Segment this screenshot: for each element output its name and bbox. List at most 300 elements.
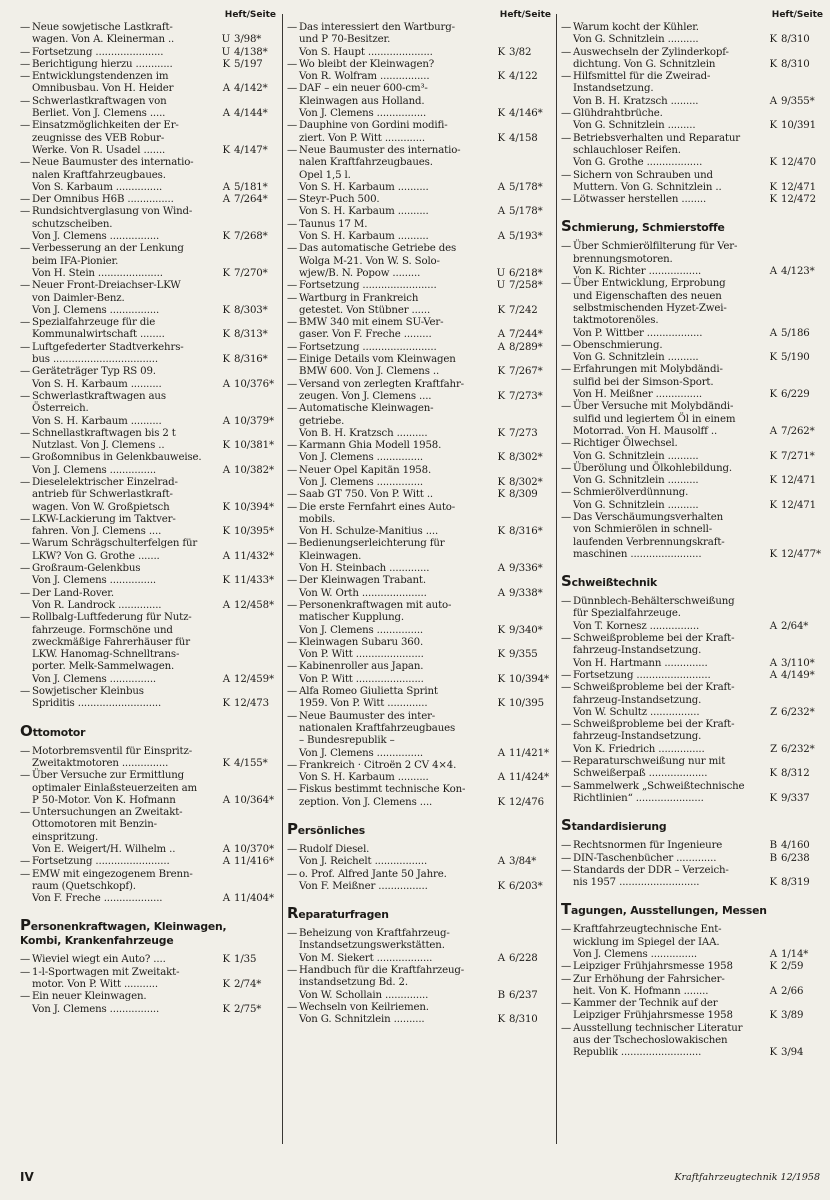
entry-dash: —	[561, 194, 572, 206]
index-entry	[20, 612, 276, 686]
entry-reference	[493, 748, 551, 760]
index-entry	[20, 71, 276, 96]
index-entry	[20, 869, 276, 906]
entry-dash: —	[561, 998, 572, 1010]
entry-type: K	[222, 526, 230, 538]
entry-dash: —	[561, 1022, 572, 1034]
entry-type: K	[769, 768, 777, 780]
entry-dash: —	[287, 489, 298, 501]
entry-title: Neue sowjetische Lastkraft- wagen. Von A. Kleinerman ..	[32, 22, 175, 46]
entry-issue-page: 7/273*	[509, 390, 543, 402]
entry-issue-page: 4/147*	[234, 144, 268, 156]
entry-title: Betriebsverhalten und Reparatur schlauchloser Reifen. Von G. Grothe ..................	[573, 132, 740, 169]
entry-dash: —	[287, 440, 298, 452]
entry-reference	[218, 59, 276, 71]
entry-type: K	[497, 526, 505, 538]
entry-dash: —	[287, 759, 298, 771]
index-entry	[561, 364, 823, 401]
entry-dash: —	[287, 501, 298, 513]
index-entry	[287, 465, 551, 490]
entry-issue-page: 12/470	[781, 157, 816, 169]
entry-dash: —	[287, 243, 298, 255]
entry-issue-page: 5/181*	[234, 181, 268, 193]
entry-title: DIN-Taschenbücher .............	[573, 852, 717, 864]
entry-dash: —	[561, 132, 572, 144]
entry-issue-page: 7/258*	[509, 280, 543, 292]
entry-reference	[493, 649, 551, 661]
entry-dash: —	[20, 341, 31, 353]
entry-type: K	[769, 548, 777, 560]
entry-title: Über Versuche mit Molybdändi- sulfid und legiertem Öl in einem Motorrad. Von H. Mausolff ..	[573, 401, 736, 437]
entry-title: Reparaturschweißung nur mit Schweißerpaß ...................	[573, 756, 726, 780]
entry-issue-page: 8/312	[781, 768, 810, 780]
entry-title: Saab GT 750. Von P. Witt ..	[299, 489, 433, 501]
entry-reference	[493, 391, 551, 403]
index-entry	[561, 961, 823, 973]
entry-reference	[218, 893, 276, 905]
entry-dash: —	[287, 636, 298, 648]
entry-issue-page: 11/432*	[234, 550, 274, 562]
entry-issue-page: 7/242	[509, 304, 538, 316]
entry-dash: —	[287, 1001, 298, 1013]
entry-dash: —	[561, 973, 572, 985]
entry-type: U	[221, 34, 230, 46]
entry-dash: —	[287, 784, 298, 796]
entry-reference	[218, 305, 276, 317]
entry-title: Schwerlastkraftwagen von Berliet. Von J. Clemens .....	[32, 95, 167, 120]
entry-title: Verbesserung an der Lenkung beim IFA-Pionier. Von H. Stein .....................	[32, 243, 184, 279]
entry-dash: —	[561, 596, 572, 608]
entry-reference	[218, 795, 276, 807]
entry-reference	[218, 502, 276, 514]
entry-dash: —	[20, 538, 31, 550]
entry-title: Das automatische Getriebe des Wolga M-21. Von W. S. Solo- wjew/B. N. Popow .........	[299, 243, 457, 279]
entry-type: U	[496, 267, 505, 279]
entry-type: K	[497, 796, 505, 808]
entry-reference	[765, 877, 823, 889]
index-entry	[287, 280, 551, 292]
entry-dash: —	[287, 120, 298, 132]
index-entry	[287, 600, 551, 637]
index-entry	[287, 145, 551, 194]
index-entry	[561, 840, 823, 852]
entry-reference	[493, 477, 551, 489]
index-entry	[287, 219, 551, 244]
index-entry	[20, 428, 276, 453]
entry-dash: —	[561, 840, 572, 852]
entry-reference	[218, 34, 276, 46]
entry-reference	[765, 1010, 823, 1022]
entry-issue-page: 11/404*	[234, 893, 274, 905]
index-entry	[561, 719, 823, 756]
entry-title: Versand von zerlegten Kraftfahr- zeugen. Von J. Clemens ....	[299, 378, 464, 402]
entry-list	[561, 840, 823, 889]
entry-reference	[493, 133, 551, 145]
entry-issue-page: 7/271*	[781, 450, 815, 462]
entry-title: Kabinenroller aus Japan. Von P. Witt ......................	[299, 661, 424, 685]
entry-dash: —	[561, 961, 572, 973]
index-entry	[20, 243, 276, 280]
index-entry	[561, 633, 823, 670]
entry-type: A	[222, 415, 230, 427]
entry-issue-page: 6/237	[509, 989, 538, 1001]
entry-type: K	[497, 1014, 505, 1026]
entry-issue-page: 10/370*	[234, 844, 274, 855]
entry-dash: —	[20, 120, 31, 132]
entry-title: Sammelwerk „Schweißtechnische Richtlinien“ ......................	[573, 780, 745, 804]
entry-type: A	[222, 673, 230, 685]
index-entry	[20, 47, 276, 59]
entry-title: Hilfsmittel für die Zweirad- Instandsetzung. Von B. H. Kratzsch .........	[573, 71, 711, 107]
entry-type: K	[497, 673, 505, 685]
index-entry	[561, 463, 823, 488]
entry-type: K	[769, 194, 777, 206]
entry-reference	[493, 588, 551, 600]
column-rule	[556, 14, 557, 1144]
entry-reference	[218, 575, 276, 587]
entry-type: A	[769, 327, 777, 339]
entry-issue-page: 10/379*	[234, 415, 274, 427]
entry-reference	[765, 853, 823, 865]
index-entry	[287, 965, 551, 1002]
index-entry	[561, 133, 823, 170]
index-column-1	[20, 8, 276, 1016]
entry-title: Erfahrungen mit Molybdändi- sulfid bei der Simson-Sport. Von H. Meißner ...............	[573, 364, 723, 401]
entry-reference	[493, 206, 551, 218]
index-entry	[561, 278, 823, 339]
entry-dash: —	[561, 108, 572, 120]
entry-title: Einige Details vom Kleinwagen BMW 600. Von J. Clemens ..	[299, 354, 456, 378]
entry-type: K	[497, 880, 505, 892]
entry-type: Z	[770, 706, 777, 718]
entry-reference	[493, 108, 551, 120]
entry-type: K	[769, 475, 777, 487]
entry-dash: —	[561, 633, 572, 645]
entry-issue-page: 6/238	[781, 852, 810, 864]
entry-type: K	[222, 231, 230, 243]
entry-list	[287, 844, 551, 893]
entry-dash: —	[287, 928, 298, 940]
entry-issue-page: 8/289*	[509, 341, 543, 353]
index-entry	[561, 401, 823, 438]
index-entry	[287, 194, 551, 219]
entry-title: Bedienungserleichterung für Kleinwagen. Von H. Steinbach .............	[299, 538, 445, 575]
entry-reference	[218, 674, 276, 686]
entry-reference	[765, 670, 823, 682]
entry-reference	[218, 600, 276, 612]
entry-dash: —	[20, 243, 31, 255]
entry-issue-page: 5/186	[781, 327, 810, 339]
index-column-2	[287, 8, 551, 1027]
entry-dash: —	[561, 462, 572, 474]
entry-issue-page: 8/313*	[234, 329, 268, 341]
entry-issue-page: 7/262*	[781, 425, 815, 437]
entry-list	[561, 22, 823, 206]
entry-type: K	[222, 979, 230, 991]
index-entry	[287, 354, 551, 379]
entry-type: K	[497, 452, 505, 464]
entry-reference	[218, 47, 276, 59]
entry-title: Dieselelektrischer Einzelrad- antrieb für Schwerlastkraft- wagen. Von W. Großpietsch	[32, 476, 178, 513]
index-entry	[287, 1002, 551, 1027]
index-entry	[287, 293, 551, 318]
entry-issue-page: 8/310	[781, 58, 810, 70]
entry-issue-page: 2/66	[781, 985, 804, 997]
index-entry	[561, 865, 823, 890]
entry-issue-page: 7/267*	[509, 366, 543, 378]
entry-type: A	[222, 108, 230, 120]
entry-type: A	[222, 599, 230, 611]
entry-issue-page: 8/303*	[234, 304, 268, 316]
entry-reference	[493, 268, 551, 280]
entry-type: A	[222, 794, 230, 806]
entry-dash: —	[561, 756, 572, 768]
entry-title: Lötwasser herstellen ........	[573, 194, 707, 206]
entry-title: Entwicklungstendenzen im Omnibusbau. Von H. Heider	[32, 71, 174, 95]
entry-title: Ausstellung technischer Literatur aus der Tschechoslowakischen Republik ..........................	[573, 1022, 743, 1059]
index-entry	[20, 514, 276, 539]
entry-dash: —	[287, 844, 298, 855]
entry-issue-page: 9/355	[509, 649, 538, 661]
entry-title: LKW-Lackierung im Taktver- fahren. Von J. Clemens ....	[32, 513, 176, 538]
entry-issue-page: 6/232*	[781, 743, 815, 755]
column-header-heft-seite: Heft/Seite	[224, 10, 276, 20]
entry-issue-page: 2/64*	[781, 620, 809, 632]
entry-reference	[218, 440, 276, 452]
index-entry	[287, 22, 551, 59]
entry-dash: —	[20, 612, 31, 624]
entry-issue-page: 5/197	[234, 58, 263, 70]
entry-type: A	[497, 772, 505, 784]
entry-reference	[218, 194, 276, 206]
index-entry	[20, 746, 276, 771]
entry-title: Taunus 17 M. Von S. H. Karbaum ..........	[299, 218, 429, 243]
index-entry	[287, 403, 551, 440]
entry-issue-page: 12/471	[781, 499, 816, 511]
index-entry	[561, 756, 823, 781]
entry-dash: —	[20, 476, 31, 488]
entry-title: DAF – ein neuer 600-cm³- Kleinwagen aus Holland. Von J. Clemens ................	[299, 83, 428, 120]
entry-dash: —	[287, 194, 298, 206]
entry-dash: —	[20, 46, 31, 58]
entry-title: BMW 340 mit einem SU-Ver- gaser. Von F. Freche .........	[299, 317, 444, 341]
index-entry	[561, 194, 823, 206]
entry-title: Neue Baumuster des internatio- nalen Kraftfahrzeugbaues. Opel 1,5 l. Von S. H. Karbaum ..........	[299, 144, 461, 193]
index-entry	[287, 686, 551, 711]
index-entry	[561, 512, 823, 561]
entry-reference	[493, 856, 551, 868]
entry-dash: —	[561, 339, 572, 351]
entry-type: K	[769, 1010, 777, 1022]
entry-dash: —	[561, 719, 572, 731]
entry-issue-page: 11/421*	[509, 747, 549, 759]
entry-reference	[218, 758, 276, 770]
index-entry	[20, 588, 276, 613]
index-entry	[561, 241, 823, 278]
entry-issue-page: 10/395	[509, 698, 544, 710]
entry-title: Sowjetischer Kleinbus Spriditis ...........................	[32, 686, 162, 710]
entry-dash: —	[20, 807, 31, 819]
entry-title: Schmierölverdünnung. Von G. Schnitzlein ..........	[573, 487, 699, 511]
entry-type: K	[222, 757, 230, 769]
entry-issue-page: 6/218*	[509, 267, 543, 279]
entry-dash: —	[20, 745, 31, 757]
entry-reference	[765, 768, 823, 780]
entry-type: A	[222, 181, 230, 193]
entry-title: Glühdrahtbrüche. Von G. Schnitzlein .........	[573, 108, 696, 132]
entry-reference	[218, 108, 276, 120]
entry-dash: —	[287, 317, 298, 329]
entry-reference	[765, 96, 823, 108]
entry-issue-page: 3/84*	[509, 856, 537, 868]
entry-title: Frankreich · Citroën 2 CV 4×4. Von S. H. Karbaum ..........	[299, 759, 457, 784]
entry-dash: —	[20, 366, 31, 378]
entry-type: K	[222, 440, 230, 452]
entry-reference	[765, 475, 823, 487]
entry-title: Neue Baumuster des inter- nationalen Kraftfahrzeugbaues – Bundesrepublik – Von J. Clemens ...............	[299, 710, 456, 759]
entry-issue-page: 3/82	[509, 46, 532, 58]
entry-reference	[493, 280, 551, 292]
entry-type: K	[497, 427, 505, 439]
entry-issue-page: 1/35	[234, 954, 257, 966]
index-entry	[20, 22, 276, 47]
entry-reference	[493, 563, 551, 575]
entry-title: Motorbremsventil für Einspritz- Zweitaktmotoren ...............	[32, 745, 192, 769]
entry-title: Rudolf Diesel. Von J. Reichelt .................	[299, 844, 428, 868]
entry-title: EMW mit eingezogenem Brenn- raum (Quetschkopf). Von F. Freche ...................	[32, 868, 193, 905]
entry-issue-page: 12/459*	[234, 673, 274, 685]
entry-dash: —	[20, 452, 31, 464]
entry-type: A	[497, 329, 505, 341]
entry-dash: —	[20, 194, 31, 206]
entry-dash: —	[20, 954, 31, 966]
entry-issue-page: 5/190	[781, 352, 810, 364]
index-entry	[20, 954, 276, 966]
entry-issue-page: 10/381*	[234, 440, 274, 452]
entry-reference	[765, 352, 823, 364]
entry-dash: —	[561, 682, 572, 694]
entry-dash: —	[20, 157, 31, 169]
entry-dash: —	[561, 924, 572, 936]
entry-issue-page: 9/337	[781, 792, 810, 804]
entry-title: Wieviel wiegt ein Auto? ....	[32, 954, 166, 966]
entry-reference	[493, 305, 551, 317]
index-entry	[287, 342, 551, 354]
index-entry	[287, 784, 551, 809]
entry-dash: —	[561, 169, 572, 181]
entry-title: Neue Baumuster des internatio- nalen Kraftfahrzeugbaues. Von S. Karbaum ...............	[32, 157, 194, 193]
entry-type: K	[769, 34, 777, 46]
entry-dash: —	[561, 864, 572, 876]
entry-title: Fortsetzung ........................	[299, 280, 437, 292]
entry-issue-page: 2/75*	[234, 1003, 262, 1015]
entry-dash: —	[20, 966, 31, 978]
entry-title: Großomnibus in Gelenkbauweise. Von J. Clemens ...............	[32, 452, 202, 476]
entry-type: A	[497, 563, 505, 575]
column-rule	[282, 14, 283, 1144]
entry-issue-page: 7/270*	[234, 267, 268, 279]
entry-reference	[765, 194, 823, 206]
entry-issue-page: 12/458*	[234, 599, 274, 611]
entry-title: o. Prof. Alfred Jante 50 Jahre. Von F. Meißner ................	[299, 868, 447, 892]
entry-title: Handbuch für die Kraftfahrzeug- instandsetzung Bd. 2. Von W. Schollain ..............	[299, 965, 465, 1001]
entry-dash: —	[287, 341, 298, 353]
entry-type: A	[769, 620, 777, 632]
index-entry	[561, 998, 823, 1023]
entry-issue-page: 9/338*	[509, 587, 543, 599]
entry-type: K	[769, 181, 777, 193]
entry-issue-page: 8/316*	[234, 354, 268, 366]
index-entry	[561, 682, 823, 719]
entry-reference	[218, 329, 276, 341]
entry-list	[20, 746, 276, 906]
entry-reference	[765, 389, 823, 401]
entry-title: Geräteträger Typ RS 09. Von S. H. Karbaum ..........	[32, 366, 162, 390]
entry-reference	[493, 698, 551, 710]
entry-issue-page: 6/232*	[781, 706, 815, 718]
index-entry	[561, 596, 823, 633]
entry-issue-page: 12/471	[781, 181, 816, 193]
entry-list	[561, 241, 823, 561]
entry-type: K	[222, 1003, 230, 1015]
entry-title: Warum Schrägschulterfelgen für LKW? Von G. Grothe .......	[32, 538, 198, 562]
index-entry	[20, 538, 276, 563]
index-entry	[287, 928, 551, 965]
entry-reference	[493, 231, 551, 243]
entry-reference	[765, 986, 823, 998]
entry-issue-page: 8/310	[509, 1014, 538, 1026]
entry-type: A	[769, 266, 777, 278]
entry-reference	[493, 526, 551, 538]
index-entry	[20, 157, 276, 194]
index-entry	[20, 120, 276, 157]
entry-dash: —	[20, 280, 31, 292]
entry-title: Neuer Front-Dreiachser-LKW von Daimler-Benz. Von J. Clemens ................	[32, 280, 181, 316]
index-entry	[561, 670, 823, 682]
index-entry	[287, 502, 551, 539]
entry-reference	[493, 428, 551, 440]
entry-issue-page: 7/268*	[234, 231, 268, 243]
entry-type: A	[769, 985, 777, 997]
entry-type: A	[769, 949, 777, 960]
entry-type: A	[497, 181, 505, 193]
index-entry	[287, 538, 551, 575]
entry-issue-page: 12/477*	[781, 548, 821, 560]
entry-type: K	[497, 46, 505, 58]
entry-dash: —	[20, 868, 31, 880]
entry-type: K	[497, 304, 505, 316]
entry-type: K	[497, 476, 505, 488]
entry-title: Rechtsnormen für Ingenieure	[573, 840, 723, 852]
entry-reference	[765, 34, 823, 46]
index-entry	[561, 170, 823, 195]
entry-dash: —	[20, 686, 31, 698]
entry-dash: —	[561, 438, 572, 450]
entry-title: Personenkraftwagen mit auto- matischer Kupplung. Von J. Clemens ...............	[299, 599, 452, 636]
entry-title: Spezialfahrzeuge für die Kommunalwirtschaft ........	[32, 317, 165, 341]
index-entry	[20, 563, 276, 588]
entry-type: A	[222, 464, 230, 476]
entry-type: K	[497, 132, 505, 144]
entry-issue-page: 4/158	[509, 132, 538, 144]
entry-reference	[493, 772, 551, 784]
index-entry	[561, 853, 823, 865]
entry-type: K	[769, 389, 777, 401]
entry-reference	[218, 1004, 276, 1016]
index-entry	[561, 47, 823, 72]
entry-type: K	[769, 120, 777, 132]
entry-dash: —	[287, 464, 298, 476]
